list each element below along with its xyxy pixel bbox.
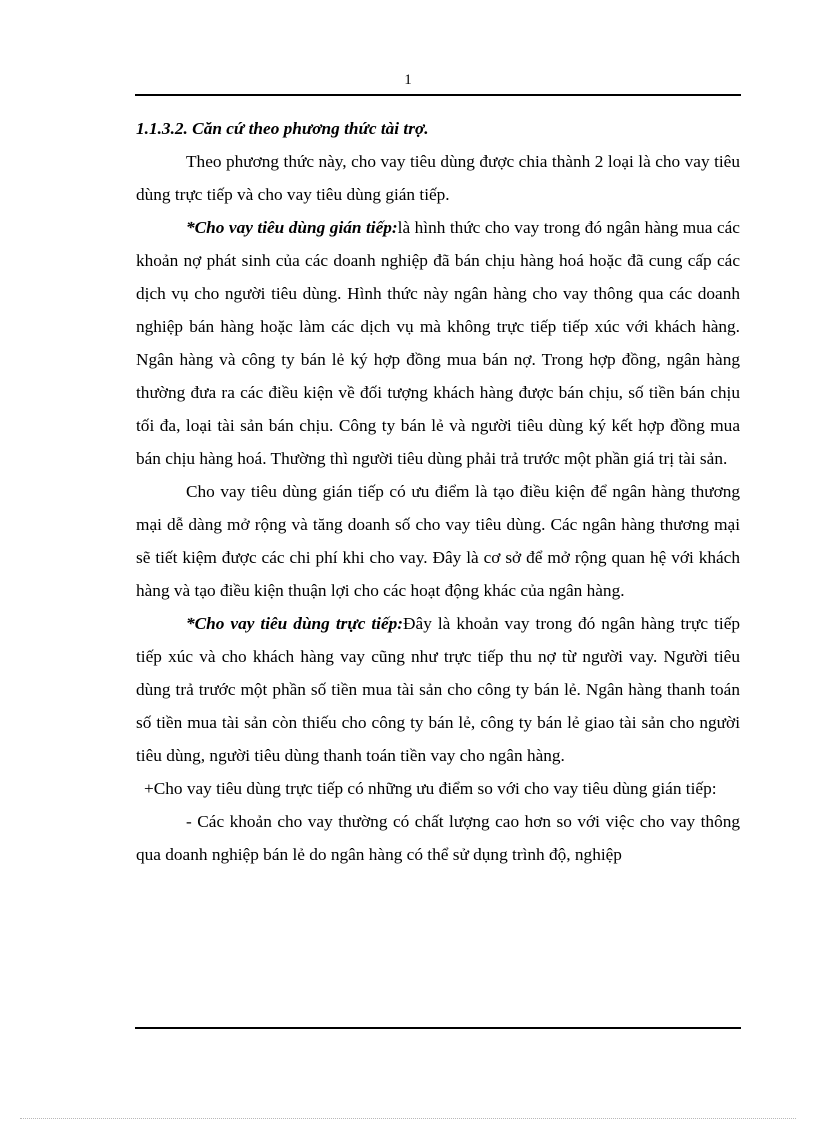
direct-lending-definition: Đây là khoản vay trong đó ngân hàng trực tiếp tiếp xúc và cho khách hàng vay cũng như trực tiếp thu nợ từ người vay. Người tiêu dùng trả trước một phần số tiền mua tài sản cho công ty bán lẻ. Ngân hàng thanh toán số tiền mua tài sản còn thiếu cho công ty bán lẻ, công ty bán lẻ giao tài sản cho người tiêu dùng, người tiêu dùng thanh toán tiền vay cho ngân hàng. (136, 614, 741, 765)
paragraph-direct-lending (136, 607, 740, 772)
paragraph-direct-advantage-1: - Các khoản cho vay thường có chất lượng cao hơn so với việc cho vay thông qua doanh nghiệp bán lẻ do ngân hàng có thể sử dụng trình độ, nghiệp (136, 812, 740, 864)
indirect-lending-definition: là hình thức cho vay trong đó ngân hàng mua các khoản nợ phát sinh của các doanh nghiệp đã bán chịu hàng hoá hoặc đã cung cấp các dịch vụ cho người tiêu dùng. Hình thức này ngân hàng cho vay thông qua các doanh nghiệp bán hàng hoặc làm các dịch vụ mà không trực tiếp tiếp xúc với khách hàng. Ngân hàng và công ty bán lẻ ký hợp đồng mua bán nợ. Trong hợp đồng, ngân hàng thường đưa ra các điều kiện về đối tượng khách hàng được bán chịu, số tiền bán chịu tối đa, loại tài sản bán chịu. Công ty bán lẻ và người tiêu dùng ký kết hợp đồng mua bán chịu hàng hoá. Thường thì người tiêu dùng phải trả trước một phần giá trị tài sản. (136, 218, 740, 468)
paragraph-direct-advantages-intro: +Cho vay tiêu dùng trực tiếp có những ưu điểm so với cho vay tiêu dùng gián tiếp: (144, 779, 717, 798)
page-edge-divider (20, 1118, 796, 1119)
direct-lending-term: *Cho vay tiêu dùng trực tiếp: (186, 614, 404, 633)
section-heading: 1.1.3.2. Căn cứ theo phương thức tài trợ. (136, 119, 429, 138)
page-number: 1 (404, 72, 412, 88)
document-body (136, 112, 740, 871)
paragraph-indirect-advantage: Cho vay tiêu dùng gián tiếp có ưu điểm là tạo điều kiện để ngân hàng thương mại dễ dàng mở rộng và tăng doanh số cho vay tiêu dùng. Các ngân hàng thương mại sẽ tiết kiệm được các chi phí khi cho vay. Đây là cơ sở để mở rộng quan hệ với khách hàng và tạo điều kiện thuận lợi cho các hoạt động khác của ngân hàng. (136, 482, 740, 600)
paragraph-intro: Theo phương thức này, cho vay tiêu dùng được chia thành 2 loại là cho vay tiêu dùng trực tiếp và cho vay tiêu dùng gián tiếp. (136, 152, 740, 204)
footer-rule (135, 1027, 741, 1029)
header-rule (135, 94, 741, 96)
indirect-lending-term: *Cho vay tiêu dùng gián tiếp: (186, 218, 398, 237)
paragraph-indirect-lending (136, 211, 740, 475)
